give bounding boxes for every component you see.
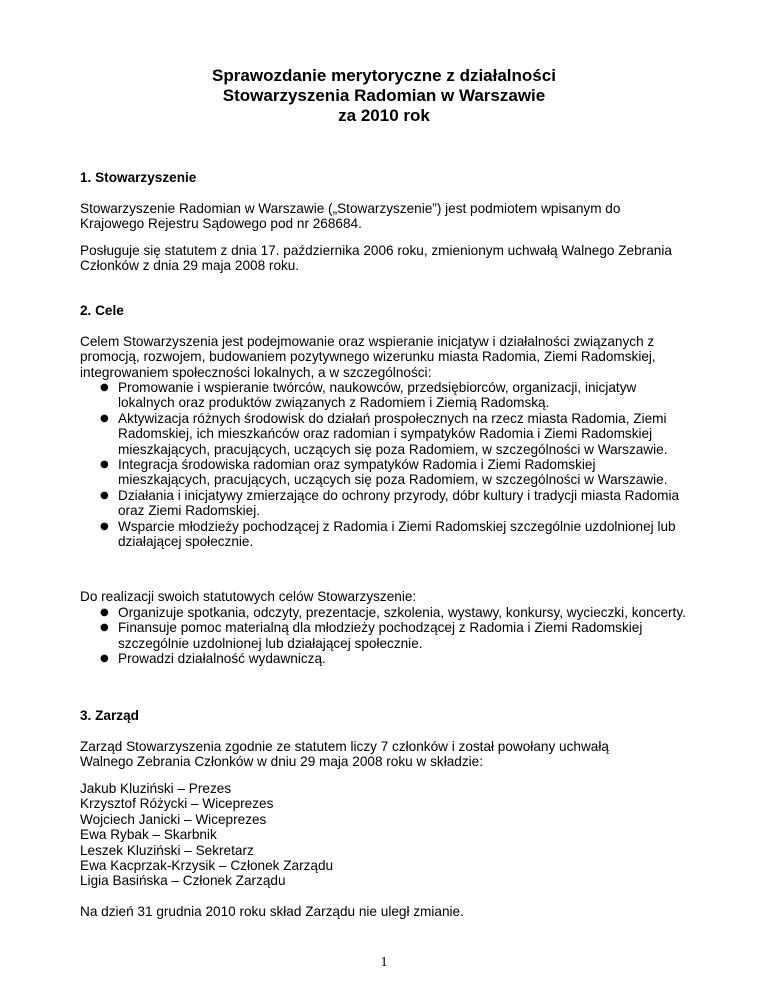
section-1-para-2: Posługuje się statutem z dnia 17. października 2006 roku, zmienionym uchwałą Walnego Zebrania Członków z dnia 29 maja 2008 roku. <box>80 243 672 274</box>
realization-item: ● Prowadzi działalność wydawniczą. <box>80 651 690 666</box>
section-2-heading: 2. Cele <box>80 303 124 318</box>
section-1-para-1: Stowarzyszenie Radomian w Warszawie („Stowarzyszenie”) jest podmiotem wpisanym do Krajowego Rejestru Sądowego pod nr 268684. <box>80 201 621 232</box>
section-1-heading: 1. Stowarzyszenie <box>80 170 197 185</box>
board-member: Ewa Rybak – Skarbnik <box>80 827 217 843</box>
goal-item: ● Aktywizacja różnych środowisk do działań prospołecznych na rzecz miasta Radomia, Ziemi Radomskiej, ich mieszkańców oraz radomian i sympatyków Radomia i Ziemi Radomskiej mieszkających, pracujących, uczących się poza Radomiem, w szczególności w Warszawie. <box>80 411 690 457</box>
section-3-heading: 3. Zarząd <box>80 708 139 723</box>
document-title <box>0 66 768 126</box>
board-member: Wojciech Janicki – Wiceprezes <box>80 811 267 827</box>
title-line-3: za 2010 rok <box>338 106 430 125</box>
realization-list <box>80 605 690 667</box>
board-member: Leszek Kluziński – Sekretarz <box>80 842 254 858</box>
realization-item: ● Organizuje spotkania, odczyty, prezentacje, szkolenia, wystawy, konkursy, wycieczki, koncerty. <box>80 605 690 620</box>
board-member: Jakub Kluziński – Prezes <box>80 781 232 796</box>
goals-list <box>80 380 690 549</box>
board-members-list <box>80 781 680 889</box>
goal-item: ● Działania i inicjatywy zmierzające do ochrony przyrody, dóbr kultury i tradycji miasta Radomia oraz Ziemi Radomskiej. <box>80 488 690 519</box>
realization-intro: Do realizacji swoich statutowych celów Stowarzyszenie: <box>80 589 417 604</box>
title-line-2: Stowarzyszenia Radomian w Warszawie <box>222 86 546 105</box>
section-3-closing: Na dzień 31 grudnia 2010 roku skład Zarządu nie uległ zmianie. <box>80 904 464 919</box>
goal-item: ● Wsparcie młodzieży pochodzącej z Radomia i Ziemi Radomskiej szczególnie uzdolnionej lub działającej społecznie. <box>80 519 690 550</box>
page-number: 1 <box>380 955 388 970</box>
board-member: Krzysztof Różycki – Wiceprezes <box>80 796 274 812</box>
board-member: Ewa Kacprzak-Krzysik – Członek Zarządu <box>80 858 334 874</box>
section-3-intro: Zarząd Stowarzyszenia zgodnie ze statutem liczy 7 członków i został powołany uchwałą Walnego Zebrania Członków w dniu 29 maja 2008 roku w składzie: <box>80 739 609 770</box>
board-member: Ligia Basińska – Członek Zarządu <box>80 873 286 889</box>
title-line-1: Sprawozdanie merytoryczne z działalności <box>212 66 556 85</box>
realization-item: ● Finansuje pomoc materialną dla młodzieży pochodzącej z Radomia i Ziemi Radomskiej szczególnie uzdolnionej lub działającej społecznie. <box>80 620 690 651</box>
section-2-intro: Celem Stowarzyszenia jest podejmowanie oraz wspieranie inicjatyw i działalności związanych z promocją, rozwojem, budowaniem pozytywnego wizerunku miasta Radomia, Ziemi Radomskiej, integrowaniem społeczności lokalnych, a w szczególności: <box>80 334 656 380</box>
goal-item: ● Integracja środowiska radomian oraz sympatyków Radomia i Ziemi Radomskiej mieszkających, pracujących, uczących się poza Radomiem, w szczególności w Warszawie. <box>80 457 690 488</box>
goal-item: ● Promowanie i wspieranie twórców, naukowców, przedsiębiorców, organizacji, inicjatyw lokalnych oraz produktów związanych z Radomiem i Ziemią Radomską. <box>80 380 690 411</box>
